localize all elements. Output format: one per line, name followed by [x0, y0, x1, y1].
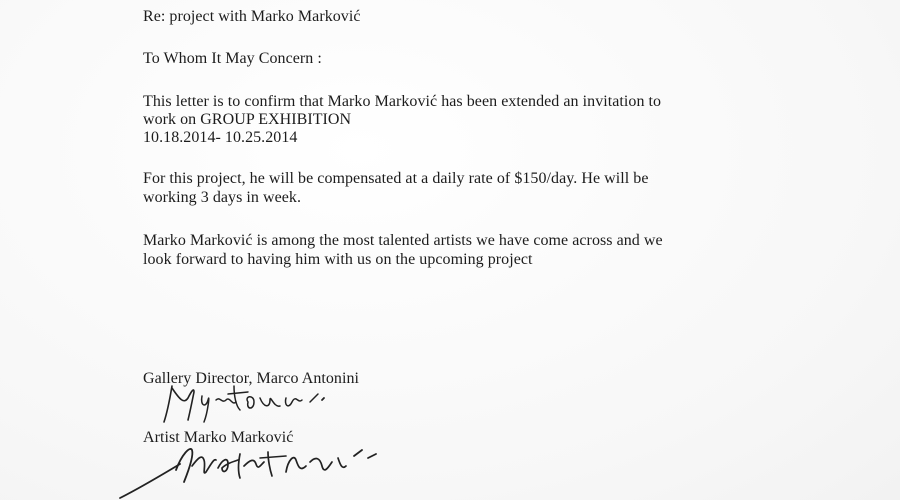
salutation: To Whom It May Concern : [143, 50, 322, 67]
body-paragraph-1-line-3: 10.18.2014- 10.25.2014 [143, 129, 298, 146]
body-paragraph-2-line-2: working 3 days in week. [143, 189, 302, 206]
body-paragraph-1-line-1: This letter is to confirm that Marko Marković has been extended an invitation to [143, 93, 662, 110]
artist-signature [110, 436, 410, 500]
body-paragraph-3-line-2: look forward to having him with us on the upcoming project [143, 251, 533, 268]
body-paragraph-3-line-1: Marko Marković is among the most talented artists we have come across and we [143, 232, 663, 249]
body-paragraph-2-line-1: For this project, he will be compensated at a daily rate of $150/day. He will be [143, 170, 649, 187]
signatory-director: Gallery Director, Marco Antonini [143, 370, 360, 387]
signatory-artist: Artist Marko Marković [143, 429, 294, 446]
body-paragraph-1-line-2: work on GROUP EXHIBITION [143, 111, 352, 128]
re-line: Re: project with Marko Marković [143, 8, 361, 25]
director-signature [150, 378, 370, 428]
